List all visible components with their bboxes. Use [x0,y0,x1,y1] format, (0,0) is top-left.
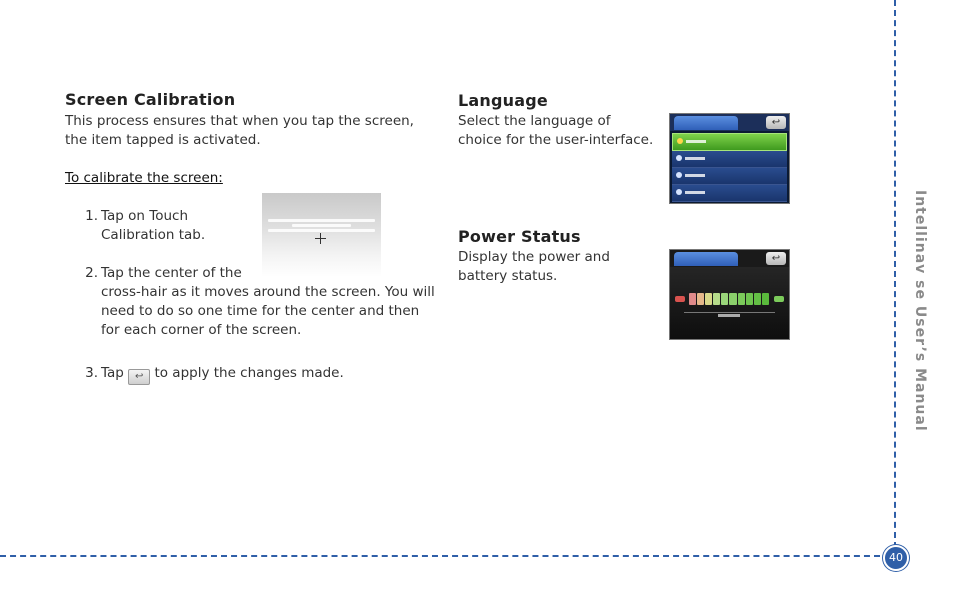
power-status-screenshot [669,249,790,340]
back-arrow-icon: ↩ [766,116,786,129]
full-indicator [774,296,784,302]
page-number-badge: 40 [883,545,909,571]
language-option [672,133,787,151]
step-1-line-2: Calibration tab. [101,227,206,243]
section-title-screen-calibration: Screen Calibration [65,90,236,109]
back-arrow-icon: ↩ [128,369,150,385]
step-3 [82,364,438,385]
step-1-line-1: Tap on Touch [101,208,188,224]
power-desc: Display the power and battery status. [458,249,610,284]
language-option [672,168,787,185]
calibration-instruction-line [268,219,375,222]
language-screenshot [669,113,790,204]
step-1 [82,207,252,245]
power-tab [674,252,738,266]
step-number: 1. [85,208,98,224]
divider [684,312,775,313]
tab-bar [670,114,789,131]
calibration-instruction-line [292,224,351,227]
section-title-language: Language [458,91,548,110]
language-option [672,151,787,168]
vertical-manual-title-text: Intellinav se User’s Manual [912,190,928,432]
empty-indicator [675,296,685,302]
battery-level-bar [689,293,769,305]
calibration-subheading: To calibrate the screen: [65,170,223,186]
language-desc: Select the language of choice for the user-interface. [458,113,654,148]
step-2-rest: cross-hair as it moves around the screen. You will need to do so one time for the center and then for each corner of the screen. [101,284,435,338]
step-number: 2. [85,265,98,281]
step-3-after: to apply the changes made. [154,365,344,381]
step-2-line-1: Tap the center of the [101,265,242,281]
step-number: 3. [85,365,98,381]
step-2 [82,264,438,340]
language-option [672,185,787,202]
back-arrow-icon: ↩ [766,252,786,265]
calibration-instruction-line [268,229,375,232]
charging-caption [670,314,789,317]
section-title-power-status: Power Status [458,227,581,246]
vertical-manual-title [910,190,928,432]
tab-bar [670,250,789,267]
calibration-intro: This process ensures that when you tap the screen, the item tapped is activated. [65,113,414,148]
crosshair-icon [315,233,326,244]
right-dashed-border [894,0,896,548]
step-3-before: Tap [101,365,124,381]
bottom-dashed-border [0,555,880,557]
language-tab [674,116,738,130]
